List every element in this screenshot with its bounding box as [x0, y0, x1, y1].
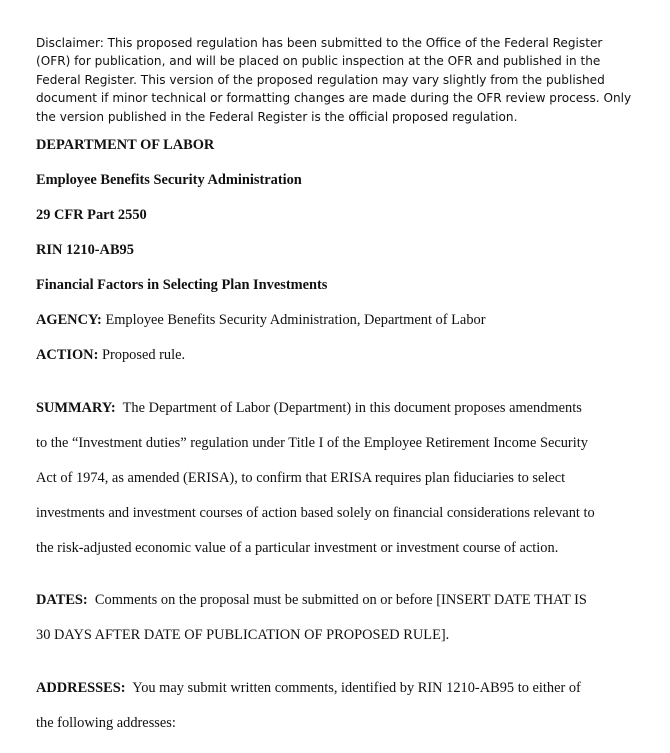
dates-label: DATES:	[36, 592, 88, 608]
summary-label: SUMMARY:	[36, 400, 116, 416]
disclaimer-paragraph: Disclaimer: This proposed regulation has been submitted to the Office of the Federal Register (OFR) for publication, and will be placed on public inspection at the OFR and published in the Federal Register. This version of the proposed regulation may vary slightly from the published document if minor technical or formatting changes are made during the OFR review process. Only the version published in the Federal Register is the official proposed regulation.	[36, 36, 632, 124]
dates-line-1	[36, 592, 587, 609]
rule-title-heading: Financial Factors in Selecting Plan Investments	[36, 277, 328, 293]
addresses-text-1: You may submit written comments, identified by RIN 1210-AB95 to either of	[125, 680, 581, 696]
department-heading: DEPARTMENT OF LABOR	[36, 137, 215, 153]
action-line	[36, 347, 185, 364]
addresses-label: ADDRESSES:	[36, 680, 126, 696]
summary-line-3: Act of 1974, as amended (ERISA), to confirm that ERISA requires plan fiduciaries to select	[36, 470, 566, 486]
action-text: Proposed rule.	[98, 347, 186, 363]
agency-line	[36, 312, 486, 329]
dates-text-1: Comments on the proposal must be submitted on or before [INSERT DATE THAT IS	[87, 592, 587, 608]
rin-heading: RIN 1210-AB95	[36, 242, 134, 258]
cfr-heading: 29 CFR Part 2550	[36, 207, 147, 223]
addresses-line-1	[36, 680, 581, 697]
summary-line-5: the risk-adjusted economic value of a particular investment or investment course of action.	[36, 540, 559, 556]
addresses-line-2: the following addresses:	[36, 715, 176, 731]
agency-text: Employee Benefits Security Administration, Department of Labor	[101, 312, 486, 328]
agency-name-heading: Employee Benefits Security Administration	[36, 172, 302, 188]
summary-line-2: to the “Investment duties” regulation under Title I of the Employee Retirement Income Security	[36, 435, 588, 451]
summary-line-4: investments and investment courses of action based solely on financial considerations relevant to	[36, 505, 595, 521]
summary-line-1	[36, 400, 582, 417]
summary-text-1: The Department of Labor (Department) in this document proposes amendments	[115, 400, 582, 416]
dates-line-2: 30 DAYS AFTER DATE OF PUBLICATION OF PROPOSED RULE].	[36, 627, 450, 643]
agency-label: AGENCY:	[36, 312, 102, 328]
action-label: ACTION:	[36, 347, 99, 363]
